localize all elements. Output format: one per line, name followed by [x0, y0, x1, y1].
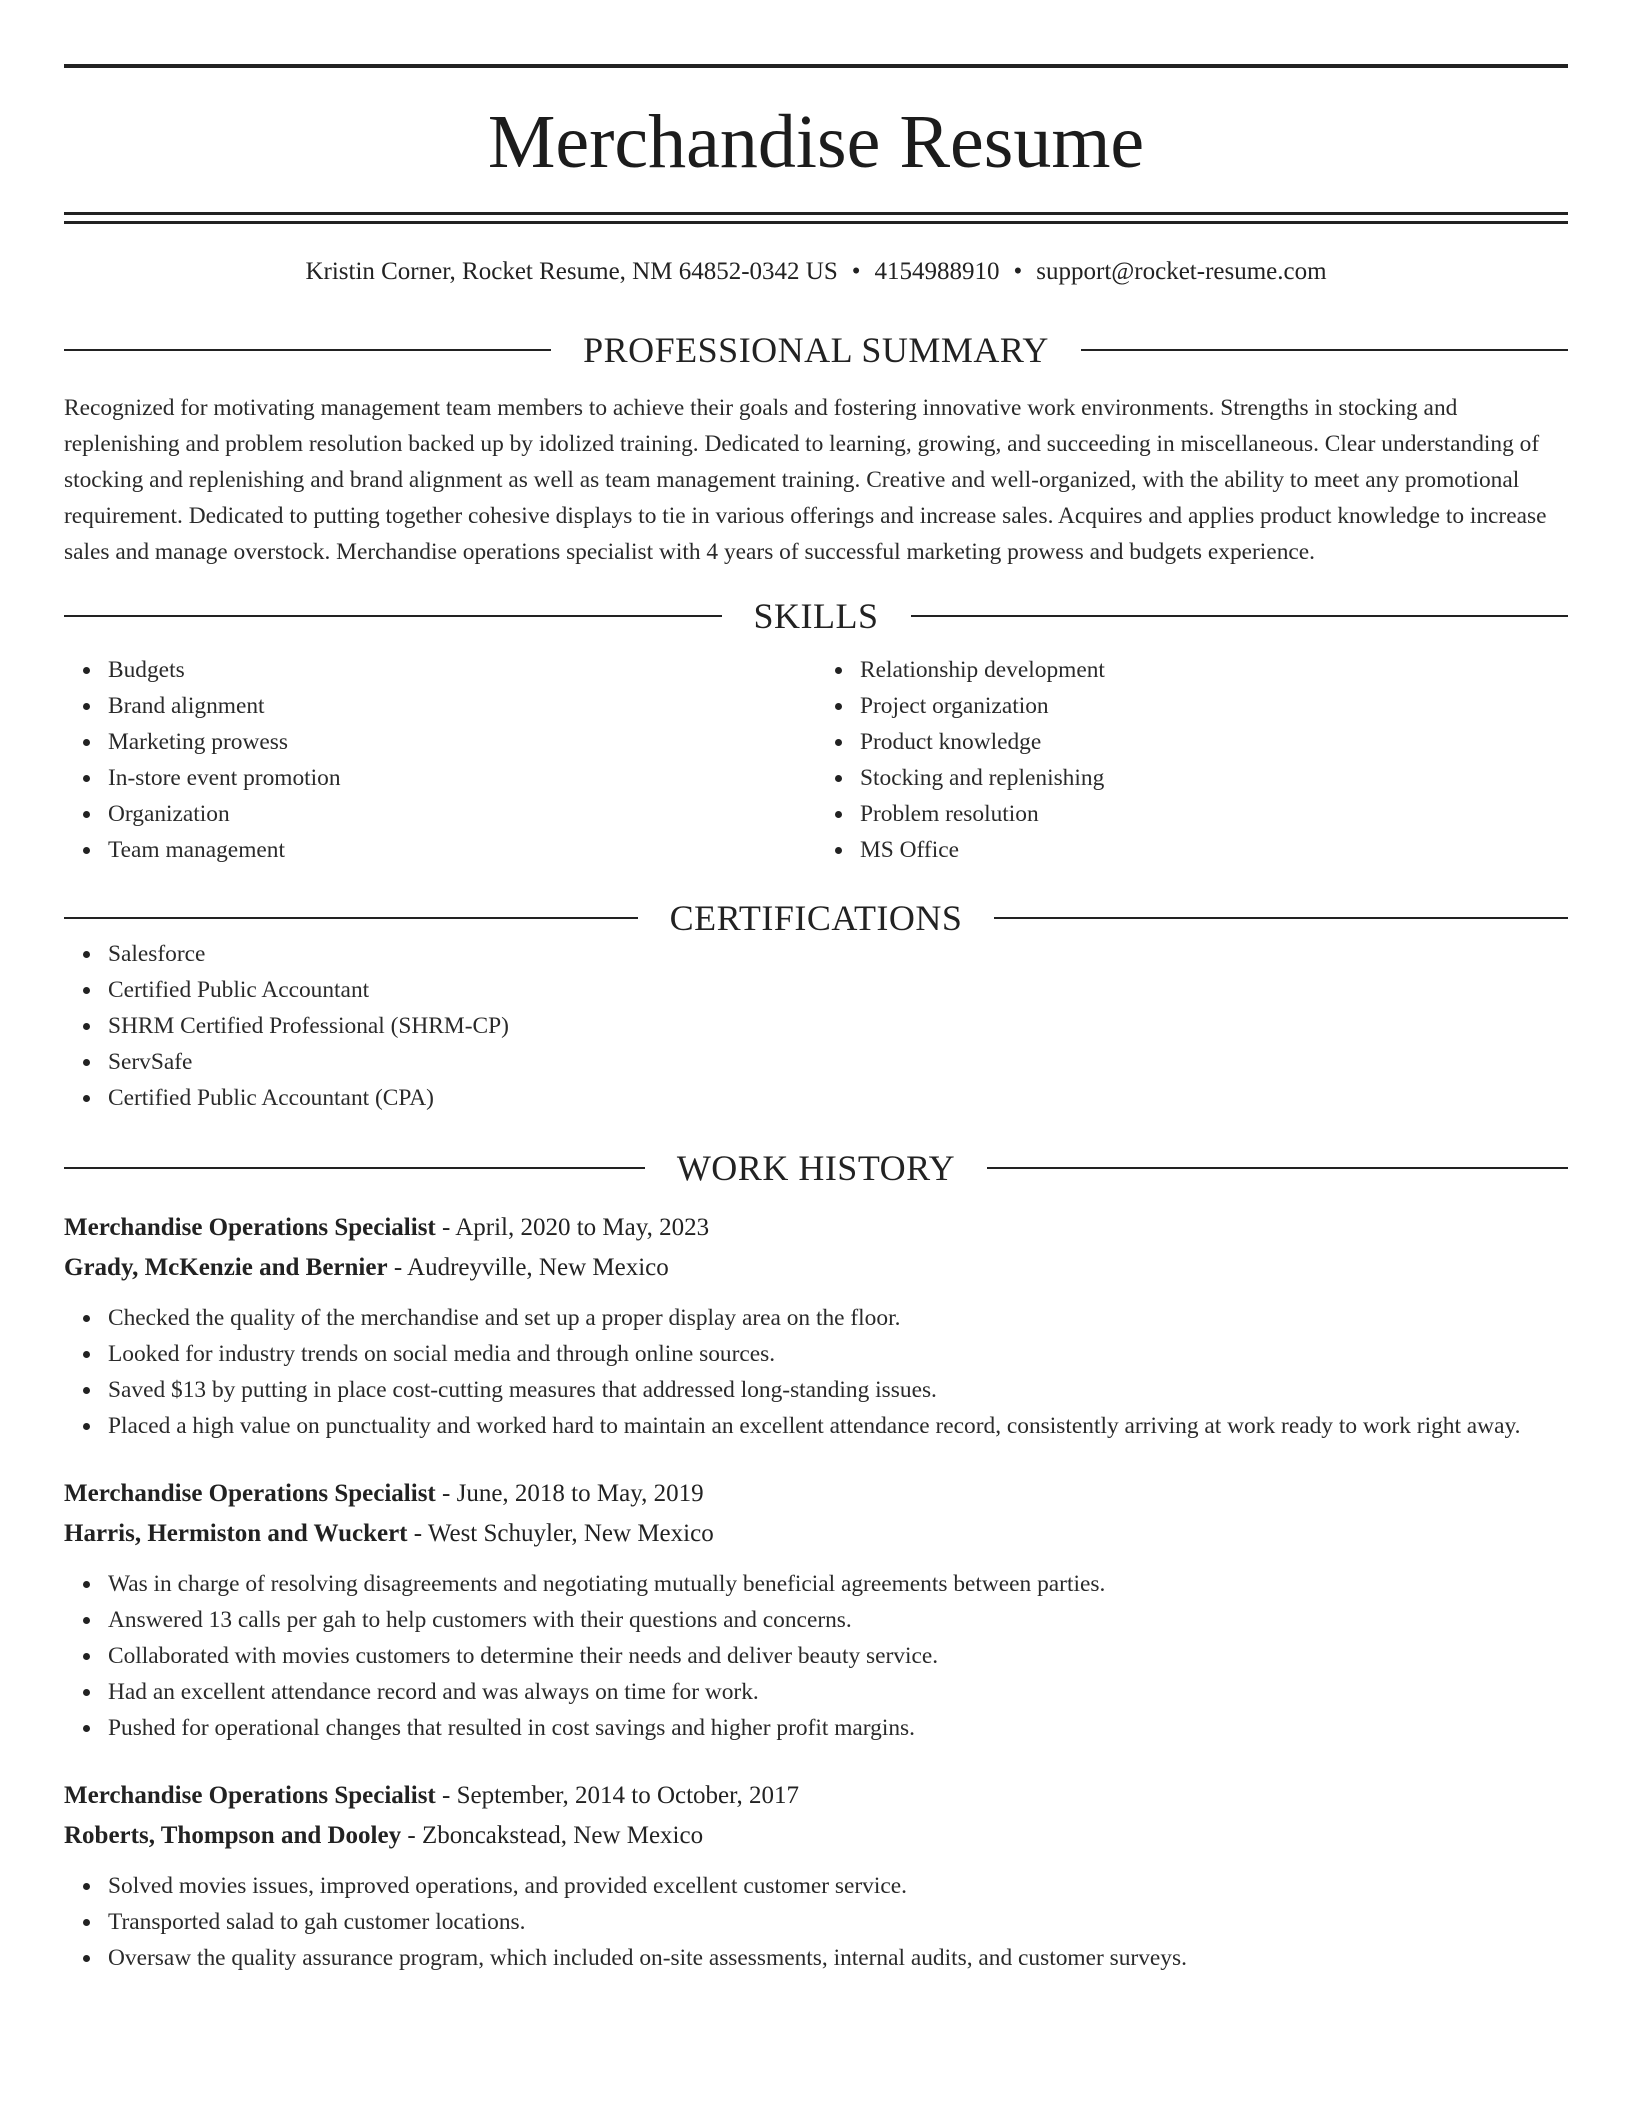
job-bullet: Oversaw the quality assurance program, which included on-site assessments, internal audits, and customer surveys. [108, 1940, 1568, 1976]
job-title-line [64, 1208, 1568, 1248]
work-history-list [64, 1208, 1568, 1976]
section-header-certifications [64, 900, 1568, 936]
section-rule-left [64, 917, 638, 919]
skill-item: Relationship development [860, 652, 1568, 688]
section-title-summary: PROFESSIONAL SUMMARY [583, 330, 1049, 370]
job-title-line [64, 1776, 1568, 1816]
job-dash: - [387, 1254, 408, 1281]
contact-address: Kristin Corner, Rocket Resume, NM 64852-0342 US [305, 258, 838, 285]
summary-text: Recognized for motivating management team members to achieve their goals and fostering innovative work environments. Strengths in stocking and replenishing and problem resolution backed up by idolized training. Dedicated to learning, growing, and succeeding in miscellaneous. Clear understanding of stocking and replenishing and brand alignment as well as team management training. Creative and well-organized, with the ability to meet any promotional requirement. Dedicated to putting together cohesive displays to tie in various offerings and increase sales. Acquires and applies product knowledge to increase sales and manage overstock. Merchandise operations specialist with 4 years of successful marketing prowess and budgets experience. [64, 395, 1547, 565]
job-location: West Schuyler, New Mexico [427, 1520, 714, 1547]
contact-phone: 4154988910 [874, 258, 1000, 285]
job-title: Merchandise Operations Specialist [64, 1782, 436, 1809]
skill-item: Budgets [108, 652, 816, 688]
section-header-summary [64, 332, 1568, 368]
title-double-rule [64, 212, 1568, 224]
skill-item: Project organization [860, 688, 1568, 724]
job-bullet: Looked for industry trends on social media and through online sources. [108, 1336, 1568, 1372]
resume-title: Merchandise Resume [487, 100, 1145, 184]
section-title-skills: SKILLS [753, 596, 879, 636]
section-rule-left [64, 349, 551, 351]
job-dash: - [435, 1480, 457, 1507]
contact-separator: • [1013, 258, 1023, 285]
certification-item: Certified Public Accountant [108, 972, 1568, 1008]
job-company-line [64, 1248, 1568, 1288]
contact-line [64, 258, 1568, 286]
job-dates: September, 2014 to October, 2017 [456, 1782, 799, 1809]
section-rule-left [64, 615, 722, 617]
skill-item: In-store event promotion [108, 760, 816, 796]
job-dash: - [435, 1214, 456, 1241]
section-header-work-history [64, 1150, 1568, 1186]
job-bullet: Solved movies issues, improved operations, and provided excellent customer service. [108, 1868, 1568, 1904]
section-title-work-history: WORK HISTORY [676, 1148, 956, 1188]
job-dates: April, 2020 to May, 2023 [455, 1214, 710, 1241]
skill-item: Brand alignment [108, 688, 816, 724]
job-location: Audreyville, New Mexico [407, 1254, 669, 1281]
section-title-certifications: CERTIFICATIONS [669, 898, 963, 938]
job-company-line [64, 1816, 1568, 1856]
job-title-line [64, 1474, 1568, 1514]
certification-item: ServSafe [108, 1044, 1568, 1080]
certification-item: Certified Public Accountant (CPA) [108, 1080, 1568, 1116]
job-bullets [64, 1566, 1568, 1746]
skill-item: Product knowledge [860, 724, 1568, 760]
skills-list-left [64, 652, 816, 868]
certification-item: Salesforce [108, 936, 1568, 972]
contact-email: support@rocket-resume.com [1036, 258, 1327, 285]
skill-item: Team management [108, 832, 816, 868]
skill-item: Organization [108, 796, 816, 832]
job-bullet: Had an excellent attendance record and was always on time for work. [108, 1674, 1568, 1710]
job-company: Grady, McKenzie and Bernier [64, 1254, 388, 1281]
job-dash: - [401, 1822, 422, 1849]
job-dash: - [435, 1782, 457, 1809]
skill-item: Stocking and replenishing [860, 760, 1568, 796]
job-bullet: Pushed for operational changes that resulted in cost savings and higher profit margins. [108, 1710, 1568, 1746]
job-entry [64, 1776, 1568, 1976]
job-bullets [64, 1868, 1568, 1976]
job-dates: June, 2018 to May, 2019 [456, 1480, 704, 1507]
section-rule-right [987, 1167, 1568, 1169]
job-bullet: Transported salad to gah customer locations. [108, 1904, 1568, 1940]
job-bullet: Collaborated with movies customers to determine their needs and deliver beauty service. [108, 1638, 1568, 1674]
job-company: Harris, Hermiston and Wuckert [64, 1520, 408, 1547]
job-bullet: Answered 13 calls per gah to help customers with their questions and concerns. [108, 1602, 1568, 1638]
skills-columns [64, 652, 1568, 868]
job-title: Merchandise Operations Specialist [64, 1214, 436, 1241]
section-rule-right [994, 917, 1568, 919]
job-company-line [64, 1514, 1568, 1554]
job-entry [64, 1474, 1568, 1746]
job-bullet: Checked the quality of the merchandise and set up a proper display area on the floor. [108, 1300, 1568, 1336]
job-title: Merchandise Operations Specialist [64, 1480, 436, 1507]
section-rule-right [911, 615, 1569, 617]
skill-item: Problem resolution [860, 796, 1568, 832]
top-rule [64, 64, 1568, 68]
job-bullet: Was in charge of resolving disagreements and negotiating mutually beneficial agreements between parties. [108, 1566, 1568, 1602]
job-dash: - [407, 1520, 428, 1547]
job-location: Zboncakstead, New Mexico [421, 1822, 704, 1849]
skill-item: MS Office [860, 832, 1568, 868]
job-bullet: Placed a high value on punctuality and worked hard to maintain an excellent attendance record, consistently arriving at work ready to work right away. [108, 1408, 1568, 1444]
contact-separator: • [851, 258, 861, 285]
job-bullets [64, 1300, 1568, 1444]
skills-list-right [816, 652, 1568, 868]
section-rule-right [1081, 349, 1568, 351]
job-company: Roberts, Thompson and Dooley [64, 1822, 402, 1849]
job-entry [64, 1208, 1568, 1444]
certifications-list [64, 936, 1568, 1116]
certification-item: SHRM Certified Professional (SHRM-CP) [108, 1008, 1568, 1044]
section-header-skills [64, 598, 1568, 634]
job-bullet: Saved $13 by putting in place cost-cutting measures that addressed long-standing issues. [108, 1372, 1568, 1408]
skill-item: Marketing prowess [108, 724, 816, 760]
section-rule-left [64, 1167, 645, 1169]
